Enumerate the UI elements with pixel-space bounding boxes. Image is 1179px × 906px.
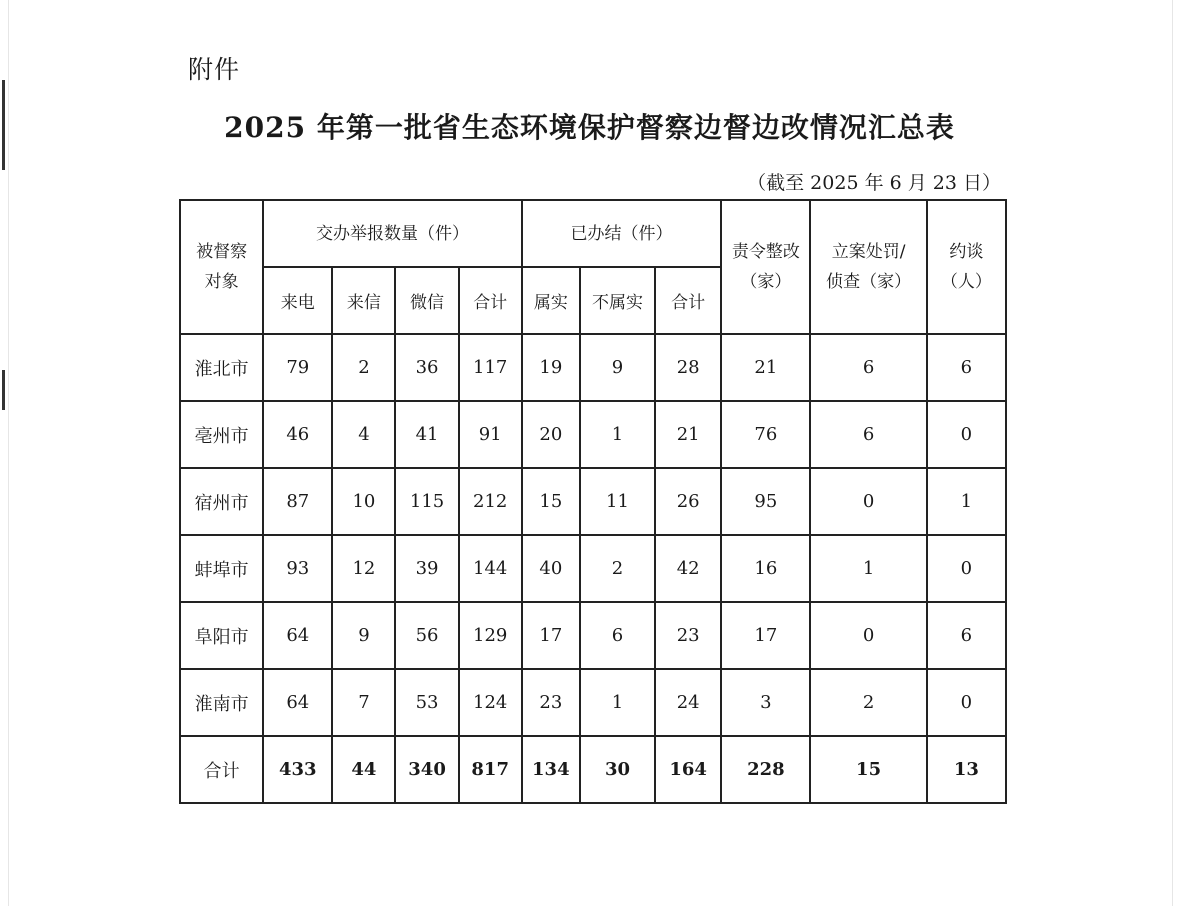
false-total-cell: 30 xyxy=(580,736,655,803)
call-cell: 64 xyxy=(263,602,332,669)
city-cell: 淮南市 xyxy=(180,669,263,736)
penalty-cell: 0 xyxy=(810,468,926,535)
penalty-cell: 0 xyxy=(810,602,926,669)
penalty-total-cell: 15 xyxy=(810,736,926,803)
rectify-cell: 17 xyxy=(721,602,810,669)
table-row xyxy=(180,535,1006,602)
rectify-total-cell: 228 xyxy=(721,736,810,803)
penalty-cell: 6 xyxy=(810,334,926,401)
letter-total-cell: 44 xyxy=(332,736,395,803)
subheader-false: 不属实 xyxy=(580,267,655,334)
report-total-cell: 212 xyxy=(459,468,522,535)
letter-cell: 9 xyxy=(332,602,395,669)
false-cell: 1 xyxy=(580,401,655,468)
header-row-1 xyxy=(180,200,1006,267)
rectify-cell: 95 xyxy=(721,468,810,535)
true-cell: 40 xyxy=(522,535,580,602)
interview-cell: 6 xyxy=(927,334,1006,401)
subheader-true: 属实 xyxy=(522,267,580,334)
document-title: 2025 年第一批省生态环境保护督察边督边改情况汇总表 xyxy=(224,111,955,144)
true-cell: 19 xyxy=(522,334,580,401)
wechat-cell: 53 xyxy=(395,669,458,736)
wechat-cell: 39 xyxy=(395,535,458,602)
table-row xyxy=(180,334,1006,401)
wechat-cell: 56 xyxy=(395,602,458,669)
report-total-cell: 124 xyxy=(459,669,522,736)
call-cell: 64 xyxy=(263,669,332,736)
rectify-cell: 21 xyxy=(721,334,810,401)
interview-cell: 0 xyxy=(927,669,1006,736)
rectify-cell: 3 xyxy=(721,669,810,736)
subheader-wechat: 微信 xyxy=(395,267,458,334)
true-cell: 17 xyxy=(522,602,580,669)
false-cell: 11 xyxy=(580,468,655,535)
report-total-cell: 91 xyxy=(459,401,522,468)
letter-cell: 4 xyxy=(332,401,395,468)
penalty-cell: 6 xyxy=(810,401,926,468)
header-closed-group: 已办结（件） xyxy=(522,200,721,267)
city-cell: 蚌埠市 xyxy=(180,535,263,602)
table-row xyxy=(180,669,1006,736)
letter-cell: 10 xyxy=(332,468,395,535)
subheader-closed-total: 合计 xyxy=(655,267,721,334)
closed-total-cell: 24 xyxy=(655,669,721,736)
city-cell: 淮北市 xyxy=(180,334,263,401)
wechat-cell: 115 xyxy=(395,468,458,535)
report-grand-total-cell: 817 xyxy=(459,736,522,803)
call-total-cell: 433 xyxy=(263,736,332,803)
rectify-cell: 16 xyxy=(721,535,810,602)
city-cell: 阜阳市 xyxy=(180,602,263,669)
closed-total-cell: 21 xyxy=(655,401,721,468)
report-total-cell: 129 xyxy=(459,602,522,669)
wechat-cell: 36 xyxy=(395,334,458,401)
rectify-cell: 76 xyxy=(721,401,810,468)
true-cell: 15 xyxy=(522,468,580,535)
true-total-cell: 134 xyxy=(522,736,580,803)
header-target: 被督察 对象 xyxy=(180,200,263,334)
city-cell: 宿州市 xyxy=(180,468,263,535)
false-cell: 2 xyxy=(580,535,655,602)
subheader-report-total: 合计 xyxy=(459,267,522,334)
interview-cell: 6 xyxy=(927,602,1006,669)
summary-table xyxy=(179,199,1007,804)
penalty-cell: 2 xyxy=(810,669,926,736)
call-cell: 93 xyxy=(263,535,332,602)
closed-total-cell: 23 xyxy=(655,602,721,669)
as-of-date: （截至 2025 年 6 月 23 日） xyxy=(747,172,1001,194)
closed-total-cell: 26 xyxy=(655,468,721,535)
true-cell: 20 xyxy=(522,401,580,468)
report-total-cell: 144 xyxy=(459,535,522,602)
interview-total-cell: 13 xyxy=(927,736,1006,803)
scan-mark xyxy=(2,370,5,410)
false-cell: 1 xyxy=(580,669,655,736)
city-cell: 亳州市 xyxy=(180,401,263,468)
interview-cell: 1 xyxy=(927,468,1006,535)
header-penalty: 立案处罚/ 侦查（家） xyxy=(810,200,926,334)
header-interview: 约谈 （人） xyxy=(927,200,1006,334)
attachment-label: 附件 xyxy=(188,55,241,84)
call-cell: 46 xyxy=(263,401,332,468)
table-row xyxy=(180,401,1006,468)
false-cell: 6 xyxy=(580,602,655,669)
total-row xyxy=(180,736,1006,803)
table-row xyxy=(180,468,1006,535)
letter-cell: 7 xyxy=(332,669,395,736)
report-total-cell: 117 xyxy=(459,334,522,401)
subheader-call: 来电 xyxy=(263,267,332,334)
total-label-cell: 合计 xyxy=(180,736,263,803)
header-rectify: 责令整改 （家） xyxy=(721,200,810,334)
call-cell: 87 xyxy=(263,468,332,535)
wechat-total-cell: 340 xyxy=(395,736,458,803)
header-reports-group: 交办举报数量（件） xyxy=(263,200,522,267)
table-row xyxy=(180,602,1006,669)
true-cell: 23 xyxy=(522,669,580,736)
subheader-letter: 来信 xyxy=(332,267,395,334)
wechat-cell: 41 xyxy=(395,401,458,468)
interview-cell: 0 xyxy=(927,535,1006,602)
interview-cell: 0 xyxy=(927,401,1006,468)
closed-grand-total-cell: 164 xyxy=(655,736,721,803)
closed-total-cell: 42 xyxy=(655,535,721,602)
false-cell: 9 xyxy=(580,334,655,401)
penalty-cell: 1 xyxy=(810,535,926,602)
closed-total-cell: 28 xyxy=(655,334,721,401)
call-cell: 79 xyxy=(263,334,332,401)
letter-cell: 12 xyxy=(332,535,395,602)
letter-cell: 2 xyxy=(332,334,395,401)
